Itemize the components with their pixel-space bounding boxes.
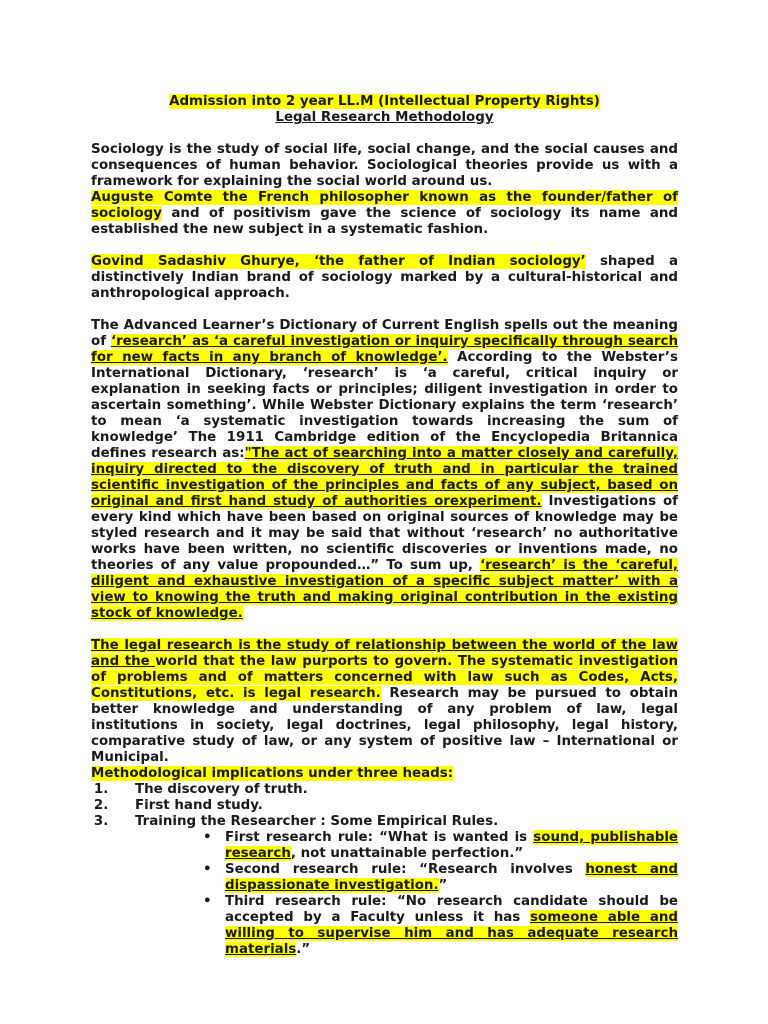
- list-item: 2. First hand study.: [113, 798, 678, 814]
- paragraph-legal-research: The legal research is the study of relationship between the world of the law and the world that the law purports to govern. The systematic investigation of problems and of matters concerned with law such as Codes, Acts, Constitutions, etc. is legal research. Research may be pursued to obtain better knowledge and understanding of any problem of law, legal institutions in society, legal doctrines, legal philosophy, legal history, comparative study of law, or any system of positive law – International or Municipal.: [91, 638, 679, 765]
- title-line-2: Legal Research Methodology: [275, 110, 494, 125]
- rules-list: [135, 830, 678, 958]
- title-line-1: Admission into 2 year LL.M (Intellectual Property Rights): [169, 94, 600, 109]
- paragraph-sociology-definition: Sociology is the study of social life, social change, and the social causes and consequences of human behavior. Sociological theories provide us with a framework for explaining the social world around us.: [91, 142, 678, 189]
- list-item: 3. Training the Researcher : Some Empirical Rules. • First research rule: “What is wanted is sound, publishable research, not unattainable perfection.” • Second research rule: “Research involves honest and dispassionate investigation.” • Third research rule: “No research candidate should be accepted by a Faculty unless it has someone able and willing to supervise him and has adequate research materials.”: [113, 814, 678, 958]
- list-item: • Second research rule: “Research involves honest and dispassionate investigation.”: [225, 862, 678, 894]
- paragraph-comte: Auguste Comte the French philosopher known as the founder/father of sociology and of positivism gave the science of sociology its name and established the new subject in a systematic fashion.: [91, 190, 678, 237]
- heads-list: [91, 782, 678, 958]
- paragraph-ghurye: Govind Sadashiv Ghurye, ‘the father of Indian sociology’ shaped a distinctively Indian brand of sociology marked by a cultural-historical and anthropological approach.: [91, 254, 678, 301]
- paragraph-research-definitions: The Advanced Learner’s Dictionary of Current English spells out the meaning of ‘research’ as ‘a careful investigation or inquiry specifically through search for new facts in any branch of knowledge’. According to the Webster’s International Dictionary, ‘research’ is ‘a careful, critical inquiry or explanation in seeking facts or principles; diligent investigation in order to ascertain something’. While Webster Dictionary explains the term ‘research’ to mean ‘a systematic investigation towards increasing the sum of knowledge’ The 1911 Cambridge edition of the Encyclopedia Britannica defines research as:"The act of searching into a matter closely and carefully, inquiry directed to the discovery of truth and in particular the trained scientific investigation of the principles and facts of any subject, based on original and first hand study of authorities orexperiment. Investigations of every kind which have been based on original sources of knowledge may be styled research and it may be said that without ‘research’ no authoritative works have been written, no scientific discoveries or inventions made, no theories of any value propounded…” To sum up, ‘research’ is the ‘careful, diligent and exhaustive investigation of a specific subject matter’ with a view to knowing the truth and making original contribution in the existing stock of knowledge.: [91, 318, 679, 621]
- list-item: • First research rule: “What is wanted is sound, publishable research, not unattainable perfection.”: [225, 830, 678, 862]
- document-body: [91, 94, 678, 958]
- list-item: 1. The discovery of truth.: [113, 782, 678, 798]
- list-item: • Third research rule: “No research candidate should be accepted by a Faculty unless it has someone able and willing to supervise him and has adequate research materials.”: [225, 894, 678, 958]
- heads-title: Methodological implications under three heads:: [91, 766, 454, 781]
